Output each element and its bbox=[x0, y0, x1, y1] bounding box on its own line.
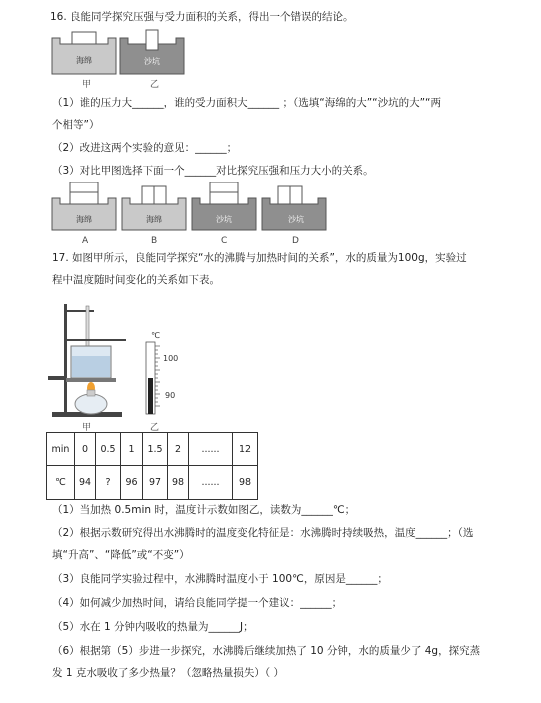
mark-100: 100 bbox=[163, 354, 179, 363]
q17-part2-line2: 填“升高”、“降低”或“不变”） bbox=[52, 549, 190, 561]
cell: 96 bbox=[121, 466, 143, 500]
cell-header-temp: ℃ bbox=[47, 466, 75, 500]
cell: 0 bbox=[75, 433, 96, 466]
cell: 0.5 bbox=[96, 433, 121, 466]
q17-fig-label-yi: 乙 bbox=[150, 423, 160, 433]
q16-part1-line1: （1）谁的压力大______，谁的受力面积大______ ；（选填“海绵的大”“沙坑的大”“两 bbox=[52, 97, 441, 109]
q17-apparatus-figure bbox=[46, 294, 226, 422]
option-a-surface: 海绵 bbox=[76, 215, 92, 224]
table-row bbox=[47, 433, 258, 466]
cell: ...... bbox=[189, 466, 233, 500]
stand-rod bbox=[64, 304, 67, 416]
q17-part1: （1）当加热 0.5min 时，温度计示数如图乙，读数为______℃； bbox=[52, 504, 356, 516]
cell: 98 bbox=[168, 466, 189, 500]
cell: ? bbox=[96, 466, 121, 500]
q16-title: 16. 良能同学探究压强与受力面积的关系，得出一个错误的结论。 bbox=[50, 11, 354, 23]
q16-part2: （2）改进这两个实验的意见：______； bbox=[52, 142, 238, 154]
cell: 97 bbox=[143, 466, 168, 500]
mark-90: 90 bbox=[165, 391, 176, 400]
option-c-label: C bbox=[221, 236, 228, 246]
fig-label-jia: 甲 bbox=[82, 80, 92, 90]
q16-options-figure bbox=[50, 182, 330, 248]
q16-part1-line2: 个相等”） bbox=[52, 119, 100, 131]
option-c-surface: 沙坑 bbox=[216, 215, 232, 224]
cell: 94 bbox=[75, 466, 96, 500]
q17-line1: 17. 如图甲所示，良能同学探究“水的沸腾与加热时间的关系”，水的质量为100g，实验过 bbox=[52, 252, 467, 264]
option-b-label: B bbox=[151, 236, 158, 246]
cell: 98 bbox=[233, 466, 258, 500]
q17-part3: （3）良能同学实验过程中，水沸腾时温度小于 100℃，原因是______； bbox=[52, 573, 388, 585]
q16-part3: （3）对比甲图选择下面一个______对比探究压强和压力大小的关系。 bbox=[52, 165, 374, 177]
q16-figure bbox=[50, 28, 190, 90]
q17-data-table bbox=[46, 432, 258, 500]
option-b-surface: 海绵 bbox=[146, 215, 162, 224]
option-a-label: A bbox=[82, 236, 89, 246]
cell: 1.5 bbox=[143, 433, 168, 466]
unit-label: ℃ bbox=[151, 331, 160, 340]
q17-part5: （5）水在 1 分钟内吸收的热量为______J； bbox=[52, 621, 254, 633]
alcohol-lamp bbox=[75, 394, 107, 414]
sponge-label: 海绵 bbox=[76, 56, 92, 65]
cell: 12 bbox=[233, 433, 258, 466]
cell: 2 bbox=[168, 433, 189, 466]
cell-header-time: min bbox=[47, 433, 75, 466]
q17-part6-line2: 发 1 克水吸收了多少热量？（忽略热量损失）（ ） bbox=[52, 667, 284, 679]
q17-part4: （4）如何减少加热时间，请给良能同学提一个建议：______； bbox=[52, 597, 343, 609]
q17-part6-line1: （6）根据第（5）步进一步探究，水沸腾后继续加热了 10 分钟，水的质量少了 4g，探究蒸 bbox=[52, 645, 481, 657]
option-d-surface: 沙坑 bbox=[288, 215, 304, 224]
cell: ...... bbox=[189, 433, 233, 466]
cell: 1 bbox=[121, 433, 143, 466]
sand-label: 沙坑 bbox=[144, 57, 160, 66]
q17-line2: 程中温度随时间变化的关系如下表。 bbox=[52, 274, 220, 286]
option-d-label: D bbox=[292, 236, 299, 246]
table-row bbox=[47, 466, 258, 500]
fig-label-yi: 乙 bbox=[150, 80, 160, 90]
q17-fig-label-jia: 甲 bbox=[82, 423, 92, 433]
q17-part2-line1: （2）根据示数研究得出水沸腾时的温度变化特征是：水沸腾时持续吸热，温度______；（选 bbox=[52, 527, 474, 539]
